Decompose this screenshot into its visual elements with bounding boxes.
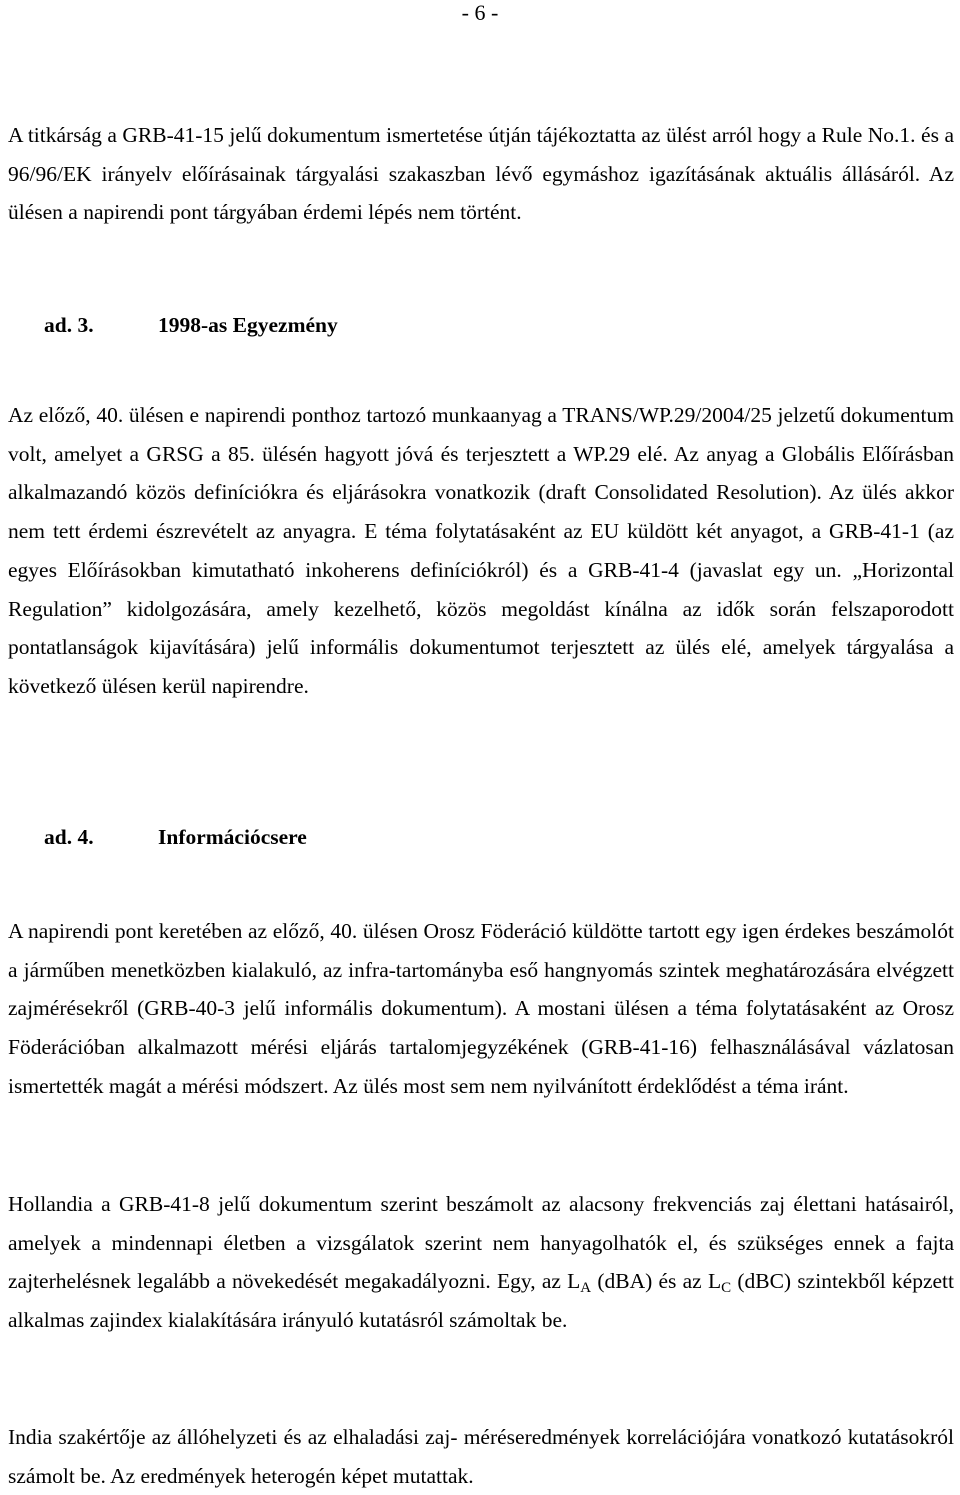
section-heading-ad-3	[44, 310, 338, 340]
page-number: - 6 -	[461, 0, 499, 25]
netherlands-text-2: (dBA) és az L	[591, 1269, 722, 1294]
paragraph-netherlands	[8, 1185, 954, 1340]
section-number: ad. 3.	[44, 313, 94, 337]
netherlands-text-1: Hollandia a GRB-41-8 jelű dokumentum szerint beszámolt az alacsony frekvenciás zaj élettani hatásairól, amelyek a mindennapi életben a vizsgálatok szerint nem hanyagolhatók el, és szükséges ennek a fajta zajterhelésnek legalább a növekedését megakadályozni. Egy, az L	[8, 1192, 954, 1294]
section-title: 1998-as Egyezmény	[158, 313, 338, 337]
paragraph-russian-federation: A napirendi pont keretében az előző, 40. ülésen Orosz Föderáció küldötte tartott egy igen érdekes beszámolót a járműben menetközben kialakuló, az infra-tartományba eső hangnyomás szintek meghatározására elvégzett zajmérésekről (GRB-40-3 jelű informális dokumentum). A mostani ülésen a téma folytatásaként az Orosz Föderációban alkalmazott mérési eljárás tartalomjegyzékének (GRB-41-16) felhasználásával vázlatosan ismertették magát a mérési módszert. Az ülés most sem nem nyilvánított érdeklődést a téma iránt.	[8, 919, 954, 1098]
paragraph-india: India szakértője az állóhelyzeti és az elhaladási zaj- méréseredmények korrelációjára vonatkozó kutatásokról számolt be. Az eredmények heterogén képet mutattak.	[8, 1425, 954, 1488]
netherlands-text-3: (dBC) szintekből képzett alkalmas zajindex kialakítására irányuló kutatásról számoltak be.	[8, 1269, 954, 1333]
section-heading-ad-4	[44, 822, 307, 852]
paragraph-secretariat-report: A titkárság a GRB-41-15 jelű dokumentum ismertetése útján tájékoztatta az ülést arról hogy a Rule No.1. és a 96/96/EK irányelv előírásainak tárgyalási szakaszban lévő egymáshoz igazításának aktuális állásáról. Az ülésen a napirendi pont tárgyában érdemi lépés nem történt.	[8, 123, 954, 225]
subscript-a: A	[580, 1280, 592, 1297]
subscript-c: C	[721, 1280, 732, 1297]
section-number: ad. 4.	[44, 825, 94, 849]
section-title: Információcsere	[158, 825, 307, 849]
paragraph-1998-agreement: Az előző, 40. ülésen e napirendi ponthoz tartozó munkaanyag a TRANS/WP.29/2004/25 jelzetű dokumentum volt, amelyet a GRSG a 85. ülésén hagyott jóvá és terjesztett a WP.29 elé. Az anyag a Globális Előírásban alkalmazandó közös definíciókra és eljárásokra vonatkozik (draft Consolidated Resolution). Az ülés akkor nem tett érdemi észrevételt az anyagra. E téma folytatásaként az EU küldött két anyagot, a GRB-41-1 (az egyes Előírásokban kimutatható inkoherens definíciókról) és a GRB-41-4 (javaslat egy un. „Horizontal Regulation” kidolgozására, amely kezelhető, közös megoldást kínálna az idők során felszaporodott pontatlanságok kijavítására) jelű informális dokumentumot terjesztett az ülés elé, amelyek tárgyalása a következő ülésen kerül napirendre.	[8, 403, 954, 698]
